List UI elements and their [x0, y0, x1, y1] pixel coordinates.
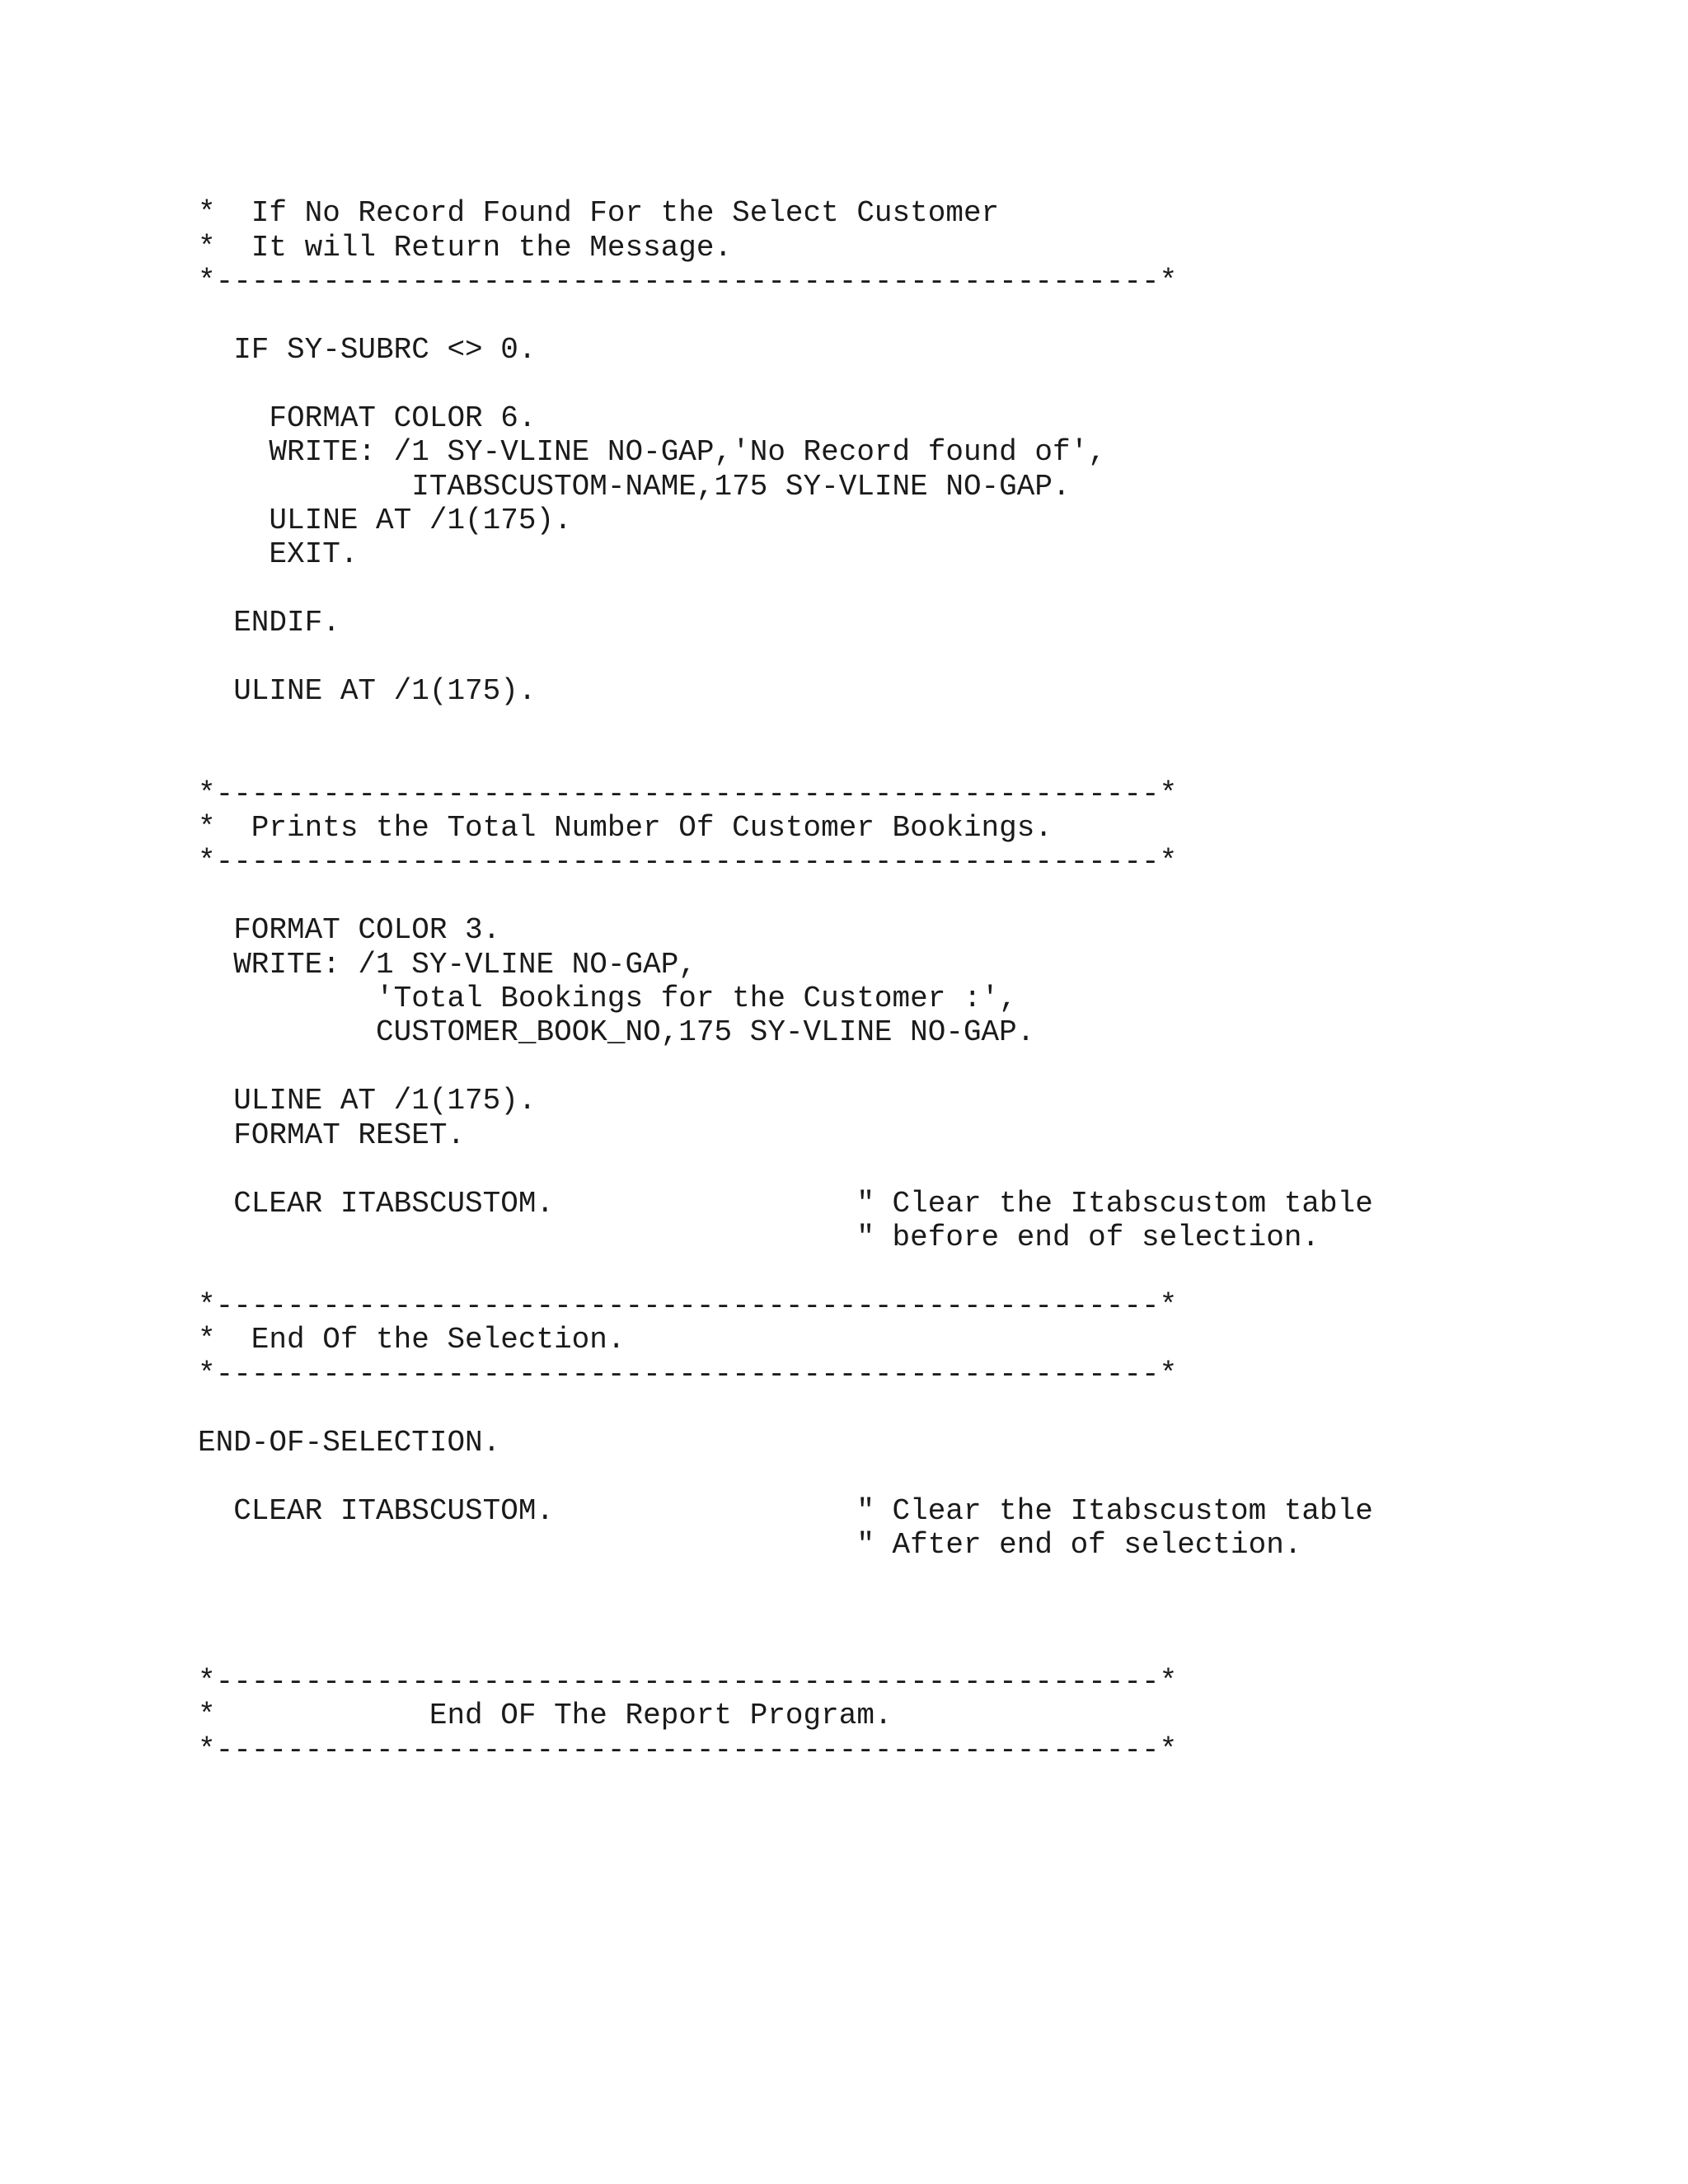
code-line: " After end of selection. — [198, 1528, 1302, 1562]
comment-line: * End Of the Selection. — [198, 1323, 626, 1357]
comment-line: * Prints the Total Number Of Customer Bookings. — [198, 811, 1053, 845]
comment-divider: *-----------------------------------------------------* — [198, 1665, 1178, 1699]
code-line: CUSTOMER_BOOK_NO,175 SY-VLINE NO-GAP. — [198, 1015, 1035, 1049]
comment-line: * It will Return the Message. — [198, 231, 733, 265]
code-line: ULINE AT /1(175). — [198, 504, 572, 537]
comment-line: * End OF The Report Program. — [198, 1699, 893, 1732]
code-line: CLEAR ITABSCUSTOM. " Clear the Itabscustom table — [198, 1187, 1373, 1221]
code-line: ENDIF. — [198, 606, 340, 640]
code-line: WRITE: /1 SY-VLINE NO-GAP, — [198, 948, 696, 982]
comment-divider: *-----------------------------------------------------* — [198, 1733, 1178, 1767]
code-line: FORMAT COLOR 3. — [198, 913, 501, 947]
comment-divider: *-----------------------------------------------------* — [198, 777, 1178, 811]
comment-divider: *-----------------------------------------------------* — [198, 1289, 1178, 1323]
code-line: ULINE AT /1(175). — [198, 1084, 537, 1118]
code-line: CLEAR ITABSCUSTOM. " Clear the Itabscustom table — [198, 1494, 1373, 1528]
comment-divider: *-----------------------------------------------------* — [198, 265, 1178, 298]
code-line: FORMAT RESET. — [198, 1118, 466, 1152]
comment-divider: *-----------------------------------------------------* — [198, 845, 1178, 879]
comment-line: * If No Record Found For the Select Customer — [198, 196, 1000, 230]
code-line: IF SY-SUBRC <> 0. — [198, 333, 537, 367]
code-line: " before end of selection. — [198, 1221, 1320, 1254]
code-line: ULINE AT /1(175). — [198, 674, 537, 708]
code-line: 'Total Bookings for the Customer :', — [198, 982, 1017, 1015]
code-line: WRITE: /1 SY-VLINE NO-GAP,'No Record found of', — [198, 435, 1106, 469]
code-line: ITABSCUSTOM-NAME,175 SY-VLINE NO-GAP. — [198, 470, 1071, 504]
code-line: EXIT. — [198, 537, 359, 571]
code-line: END-OF-SELECTION. — [198, 1426, 501, 1460]
code-line: FORMAT COLOR 6. — [198, 401, 537, 435]
comment-divider: *-----------------------------------------------------* — [198, 1357, 1178, 1391]
